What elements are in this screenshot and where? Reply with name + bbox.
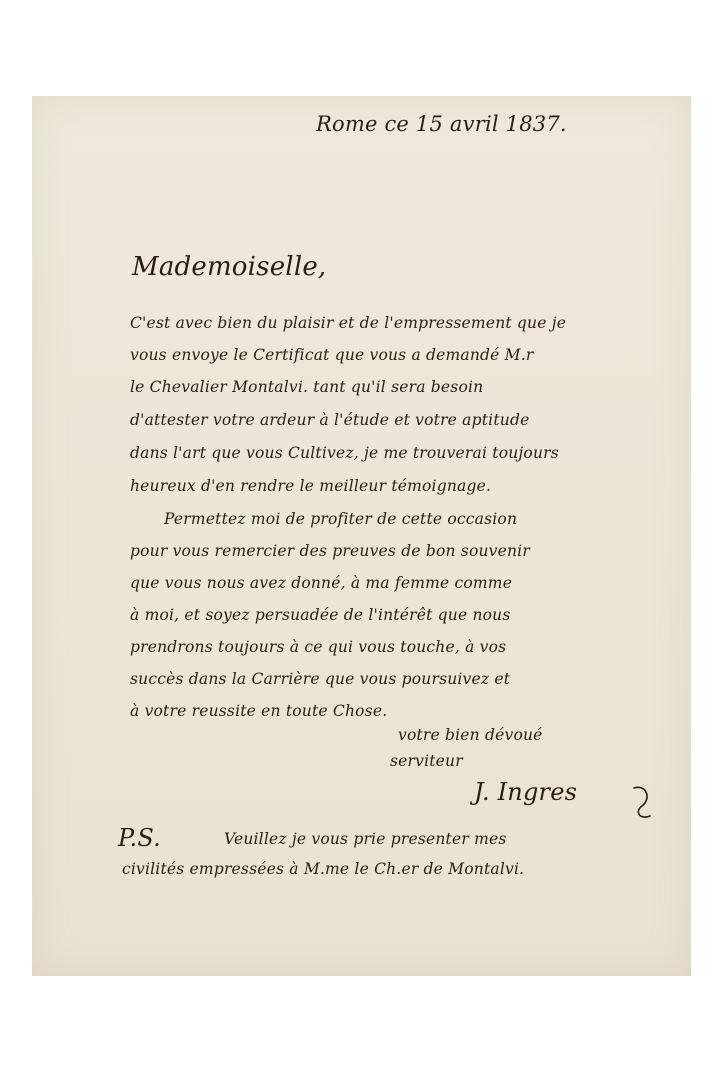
paragraph1-line: le Chevalier Montalvi. tant qu'il sera besoin xyxy=(130,378,484,396)
paragraph1-line: vous envoye le Certificat que vous a demandé M.r xyxy=(130,346,534,364)
paragraph2-line: pour vous remercier des preuves de bon souvenir xyxy=(130,542,530,560)
closing-line: serviteur xyxy=(390,752,463,770)
letter-salutation: Mademoiselle, xyxy=(132,252,327,282)
letter-signature: J. Ingres xyxy=(474,778,578,806)
postscript-line: civilités empressées à M.me le Ch.er de Montalvi. xyxy=(122,860,525,878)
paragraph2-line: Permettez moi de profiter de cette occasion xyxy=(164,510,518,528)
paragraph2-line: prendrons toujours à ce qui vous touche, à vos xyxy=(130,638,507,656)
paragraph1-line: d'attester votre ardeur à l'étude et votre aptitude xyxy=(130,411,530,429)
paragraph1-line: dans l'art que vous Cultivez, je me trouverai toujours xyxy=(130,444,559,462)
paragraph1-line: C'est avec bien du plaisir et de l'empressement que je xyxy=(130,314,567,332)
signature-flourish xyxy=(464,776,664,836)
paragraph2-line: à moi, et soyez persuadée de l'intérêt que nous xyxy=(130,606,511,624)
letter-dateline: Rome ce 15 avril 1837. xyxy=(316,112,567,136)
paragraph2-line: à votre reussite en toute Chose. xyxy=(130,702,388,720)
postscript-label: P.S. xyxy=(118,824,161,852)
paragraph2-line: succès dans la Carrière que vous poursuivez et xyxy=(130,670,511,688)
letter-paper xyxy=(32,96,691,976)
paragraph2-line: que vous nous avez donné, à ma femme comme xyxy=(130,574,513,592)
postscript-line: Veuillez je vous prie presenter mes xyxy=(224,830,507,848)
closing-line: votre bien dévoué xyxy=(398,726,543,744)
paragraph1-line: heureux d'en rendre le meilleur témoignage. xyxy=(130,477,492,495)
